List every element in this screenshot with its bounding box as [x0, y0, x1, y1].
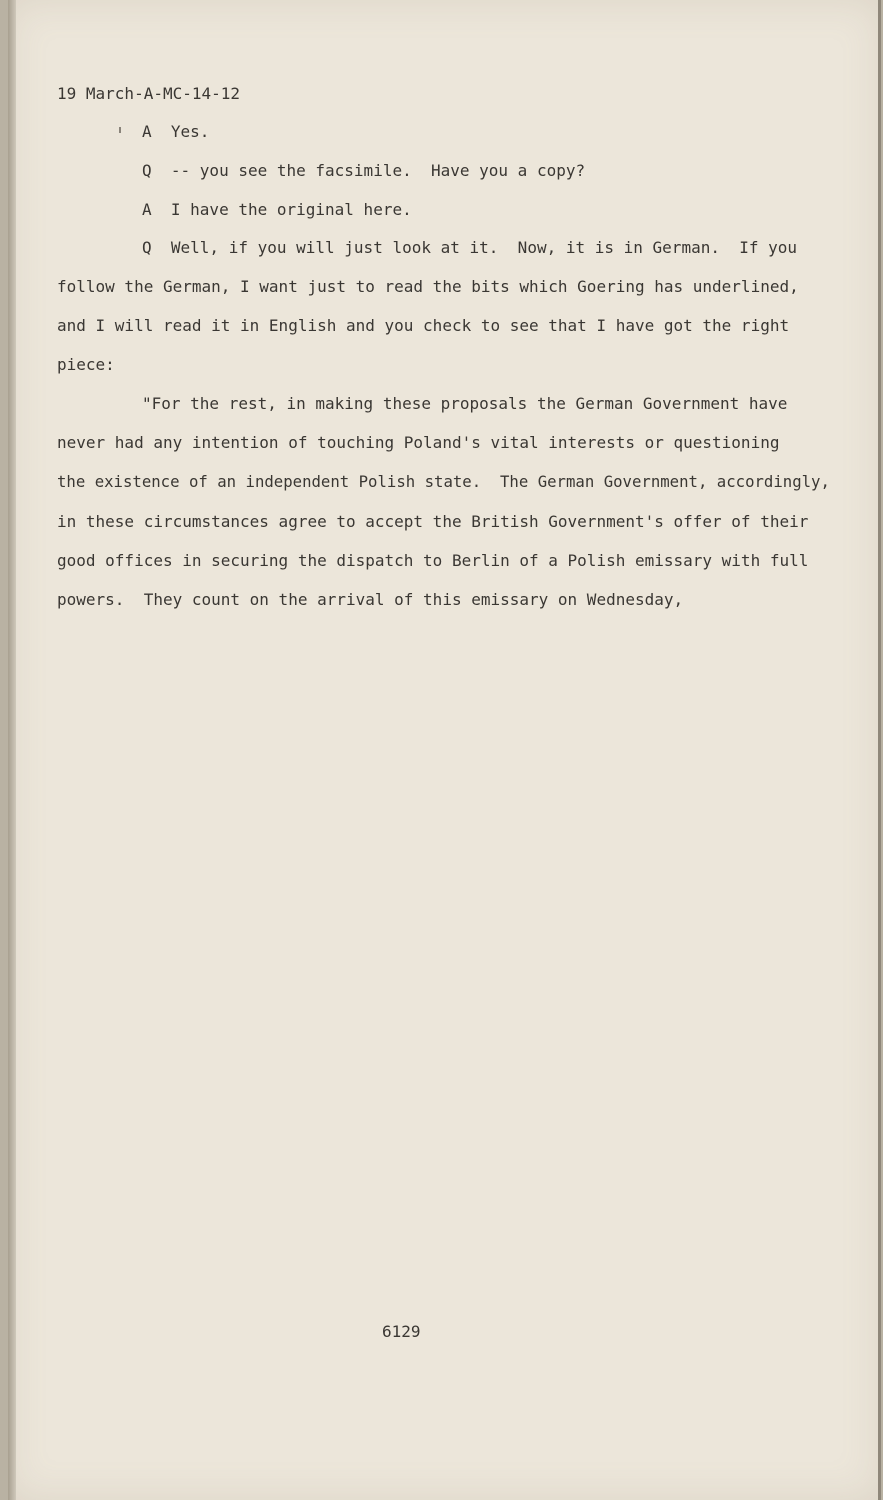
quote-line: "For the rest, in making these proposals the German Government have	[142, 394, 788, 413]
quote-line: powers. They count on the arrival of this emissary on Wednesday,	[57, 590, 684, 609]
body-line: and I will read it in English and you check to see that I have got the right	[57, 316, 790, 335]
question-line: Q -- you see the facsimile. Have you a copy?	[142, 161, 586, 180]
quote-line: the existence of an independent Polish state. The German Government, accordingly,	[57, 472, 830, 491]
answer-line: A Yes.	[142, 122, 210, 141]
document-page	[8, 0, 881, 1500]
page-number: 6129	[382, 1322, 421, 1341]
body-line: follow the German, I want just to read the bits which Goering has underlined,	[57, 277, 799, 296]
quote-line: in these circumstances agree to accept the British Government's offer of their	[57, 512, 809, 531]
paper-edge	[8, 0, 16, 1500]
document-header: 19 March-A-MC-14-12	[57, 84, 241, 103]
paper-edge-right	[878, 0, 881, 1500]
question-line: Q Well, if you will just look at it. Now, it is in German. If you	[142, 238, 798, 257]
quote-line: never had any intention of touching Poland's vital interests or questioning	[57, 433, 780, 452]
margin-mark	[119, 127, 121, 133]
answer-line: A I have the original here.	[142, 200, 412, 219]
body-line: piece:	[57, 355, 115, 374]
quote-line: good offices in securing the dispatch to Berlin of a Polish emissary with full	[57, 551, 809, 570]
